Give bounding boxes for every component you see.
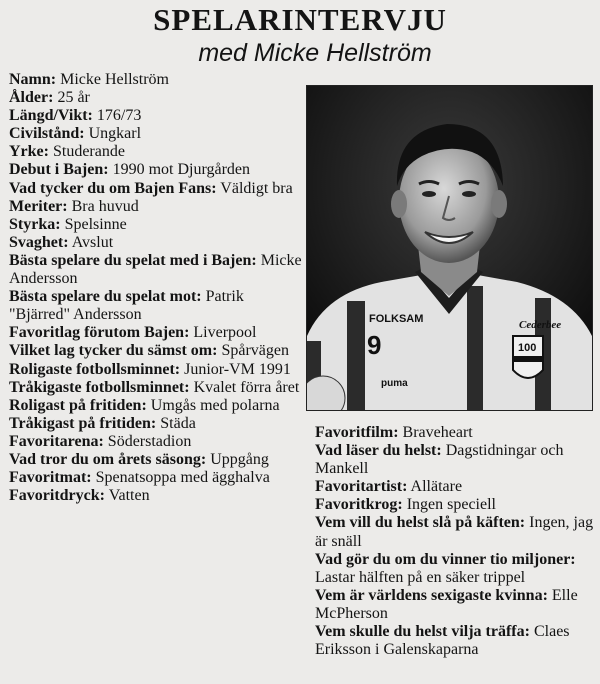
answer: Dagstidningar och Mankell bbox=[315, 442, 564, 478]
kit-brand-left: puma bbox=[381, 378, 408, 389]
question: Favoritdryck: bbox=[9, 487, 105, 505]
question: Vad tycker du om Bajen Fans: bbox=[9, 179, 217, 197]
answer: Studerande bbox=[52, 143, 125, 161]
question: Vad gör du om du vinner tio miljoner: bbox=[315, 550, 576, 568]
question: Längd/Vikt: bbox=[9, 107, 93, 125]
question: Debut i Bajen: bbox=[9, 161, 109, 179]
question: Bästa spelare du spelat med i Bajen: bbox=[9, 251, 257, 269]
answer: Spelsinne bbox=[64, 215, 127, 233]
question: Favoritlag förutom Bajen: bbox=[9, 324, 190, 342]
qa-entry bbox=[9, 252, 305, 288]
qa-entry bbox=[315, 551, 599, 587]
question: Favoritfilm: bbox=[315, 424, 399, 441]
answer: Uppgång bbox=[210, 450, 269, 468]
qa-entry bbox=[315, 587, 599, 623]
answer: Söderstadion bbox=[107, 432, 192, 450]
answer: Liverpool bbox=[193, 324, 257, 342]
answer: 1990 mot Djurgården bbox=[112, 161, 251, 179]
question: Roligast på fritiden: bbox=[9, 396, 147, 414]
question: Vem vill du helst slå på käften: bbox=[315, 514, 526, 532]
answer: Ingen, jag är snäll bbox=[315, 514, 594, 550]
qa-entry bbox=[315, 496, 599, 514]
question: Vad läser du helst: bbox=[315, 442, 442, 460]
qa-entry bbox=[9, 107, 305, 125]
question: Namn: bbox=[9, 71, 57, 88]
question: Bästa spelare du spelat mot: bbox=[9, 288, 202, 306]
qa-entry bbox=[315, 478, 599, 496]
question: Vem är världens sexigaste kvinna: bbox=[315, 586, 548, 604]
club-crest-icon bbox=[513, 336, 543, 378]
answer: Lastar hälften på en säker trippel bbox=[315, 568, 526, 586]
qa-entry bbox=[315, 442, 599, 478]
shirt-sponsor: FOLKSAM bbox=[369, 313, 424, 325]
shirt-number: 9 bbox=[367, 330, 382, 360]
question: Vem skulle du helst vilja träffa: bbox=[315, 623, 530, 641]
qa-entry bbox=[9, 469, 305, 487]
answer: Allätare bbox=[410, 478, 463, 496]
qa-entry bbox=[9, 451, 305, 469]
answer: Väldigt bra bbox=[220, 179, 293, 197]
question: Ålder: bbox=[9, 89, 54, 107]
qa-entry bbox=[9, 487, 305, 505]
question: Tråkigast på fritiden: bbox=[9, 414, 157, 432]
qa-entry bbox=[9, 125, 305, 143]
qa-entry bbox=[9, 180, 305, 198]
answer: Spenatsoppa med ägghalva bbox=[95, 469, 270, 487]
answer: Claes Eriksson i Galenskaparna bbox=[315, 623, 570, 659]
answer: Umgås med polarna bbox=[150, 396, 280, 414]
question: Roligaste fotbollsminnet: bbox=[9, 360, 181, 378]
answer: Kvalet förra året bbox=[193, 378, 300, 396]
qa-entry bbox=[9, 216, 305, 234]
qa-entry bbox=[315, 424, 599, 442]
answer: Micke Hellström bbox=[60, 71, 169, 88]
qa-entry bbox=[9, 433, 305, 451]
question: Yrke: bbox=[9, 143, 49, 161]
answer: Ingen speciell bbox=[406, 496, 496, 514]
qa-entry bbox=[9, 379, 305, 397]
qa-entry bbox=[9, 361, 305, 379]
answer: Städa bbox=[160, 414, 196, 432]
question: Vad tror du om årets säsong: bbox=[9, 450, 207, 468]
qa-entry bbox=[9, 161, 305, 179]
question: Styrka: bbox=[9, 215, 61, 233]
interview-right-column bbox=[315, 424, 599, 659]
answer: Ungkarl bbox=[88, 125, 142, 143]
answer: Vatten bbox=[108, 487, 150, 505]
qa-entry bbox=[9, 71, 305, 89]
qa-entry bbox=[315, 514, 599, 550]
qa-entry bbox=[9, 288, 305, 324]
question: Favoritmat: bbox=[9, 469, 92, 487]
page-title: SPELARINTERVJU bbox=[153, 2, 447, 37]
answer: Avslut bbox=[71, 233, 114, 251]
qa-entry bbox=[9, 415, 305, 433]
player-photo bbox=[306, 85, 593, 411]
answer: Bra huvud bbox=[71, 197, 139, 215]
question: Civilstånd: bbox=[9, 125, 85, 143]
qa-entry bbox=[9, 143, 305, 161]
answer: 25 år bbox=[57, 89, 90, 107]
answer: 176/73 bbox=[96, 107, 142, 125]
qa-entry bbox=[9, 342, 305, 360]
kit-brand-right: Cederbee bbox=[519, 319, 562, 331]
question: Favoritartist: bbox=[315, 478, 408, 496]
answer: Spårvägen bbox=[221, 342, 289, 360]
answer: Braveheart bbox=[402, 424, 473, 441]
answer: Junior-VM 1991 bbox=[184, 360, 291, 378]
answer: Elle McPherson bbox=[315, 586, 578, 622]
qa-entry bbox=[9, 234, 305, 252]
question: Svaghet: bbox=[9, 233, 69, 251]
answer: Patrik "Bjärred" Andersson bbox=[9, 288, 244, 324]
qa-entry bbox=[9, 324, 305, 342]
question: Meriter: bbox=[9, 197, 68, 215]
question: Favoritkrog: bbox=[315, 496, 403, 514]
question: Tråkigaste fotbollsminnet: bbox=[9, 378, 190, 396]
answer: Micke Andersson bbox=[9, 251, 302, 288]
qa-entry bbox=[9, 198, 305, 216]
question: Favoritarena: bbox=[9, 432, 104, 450]
crest-number: 100 bbox=[518, 342, 537, 354]
qa-entry bbox=[9, 89, 305, 107]
qa-entry bbox=[315, 623, 599, 659]
interview-left-column bbox=[9, 71, 305, 505]
question: Vilket lag tycker du sämst om: bbox=[9, 342, 218, 360]
page-subtitle: med Micke Hellström bbox=[198, 39, 432, 67]
qa-entry bbox=[9, 397, 305, 415]
